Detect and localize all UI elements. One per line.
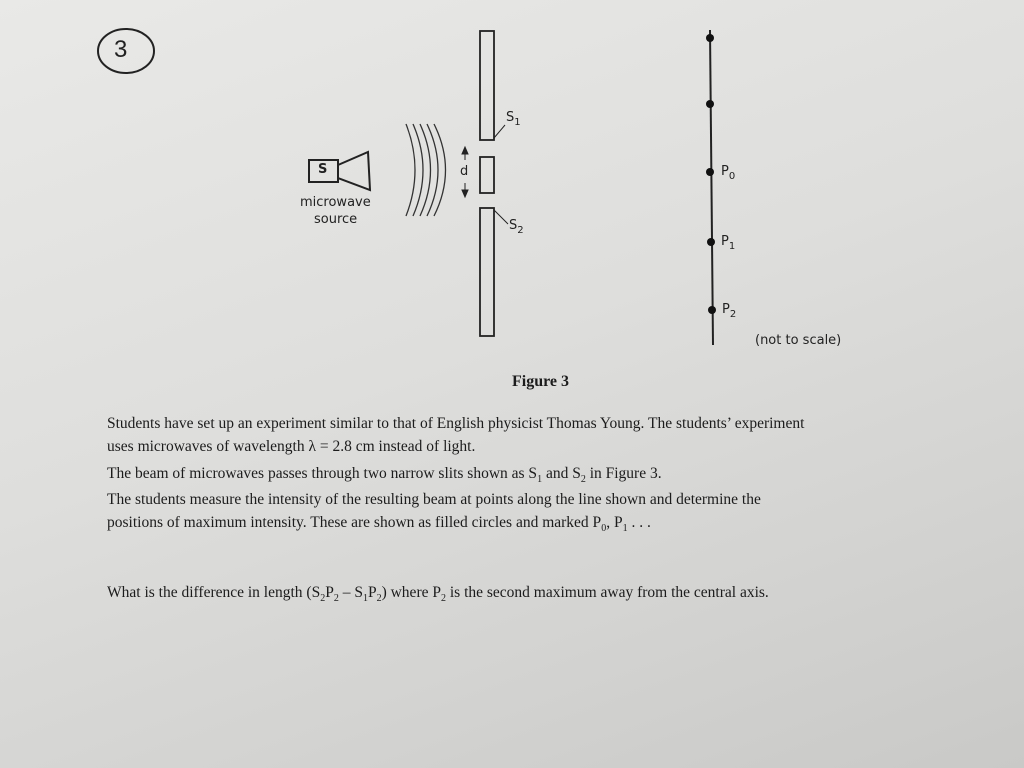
s1-leader [494, 125, 505, 138]
p2-label: $P_2$ [722, 302, 737, 320]
figure-caption: Figure 3 [512, 373, 570, 390]
barrier-top [480, 31, 494, 140]
barrier-middle [480, 157, 494, 193]
source-label-line1: microwave [300, 195, 371, 210]
maximum-dot [706, 34, 714, 42]
screen-line [710, 30, 713, 345]
question-number: 3 [114, 36, 128, 63]
slit-spacing-label: d [460, 164, 469, 179]
paragraph-1-line-2: uses microwaves of wavelength λ = 2.8 cm instead of light. [107, 438, 476, 455]
wavefront-arcs [406, 124, 446, 216]
s2-leader [494, 210, 508, 224]
paragraph-3-line-1: The students measure the intensity of the resulting beam at points along the line shown and determine the [107, 491, 761, 508]
maximum-dot-p0 [706, 168, 714, 176]
horn-icon [338, 152, 370, 190]
scale-note: (not to scale) [755, 333, 842, 348]
paragraph-3-line-2: positions of maximum intensity. These are shown as filled circles and marked $P_0$, $P_1$ . . . [107, 514, 651, 534]
barrier-bottom [480, 208, 494, 336]
source-label-line2: source [314, 212, 358, 227]
slit1-label: $S_1$ [506, 110, 521, 128]
maximum-dot [706, 100, 714, 108]
p1-label: $P_1$ [721, 234, 736, 252]
paragraph-1-line-1: Students have set up an experiment similar to that of English physicist Thomas Young. The students’ experiment [107, 415, 805, 432]
maximum-dot-p2 [708, 306, 716, 314]
slit2-label: $S_2$ [509, 218, 524, 236]
source-box-label: S [318, 162, 328, 177]
p0-label: $P_0$ [721, 164, 736, 182]
paragraph-2: The beam of microwaves passes through two narrow slits shown as $S_1$ and $S_2$ in Figure 3. [107, 465, 662, 485]
maximum-dot-p1 [707, 238, 715, 246]
question-text: What is the difference in length $(S_2P_2 - S_1P_2)$ where $P_2$ is the second maximum away from the central axis. [107, 584, 769, 604]
